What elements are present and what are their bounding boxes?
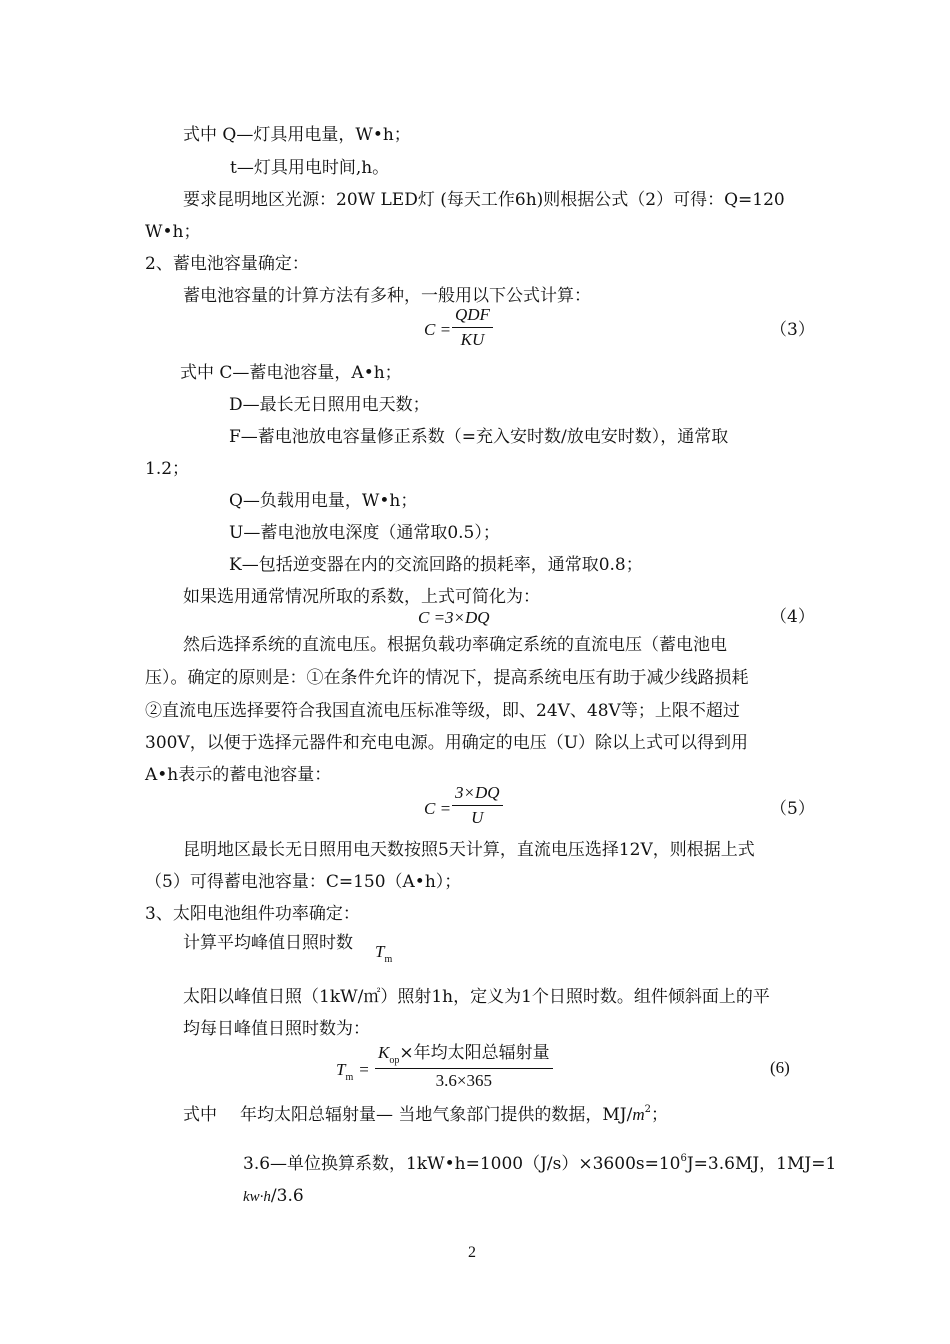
text-line [243,1184,304,1209]
text-line: F—蓄电池放电容量修正系数（=充入安时数/放电安时数），通常取 [229,427,729,447]
text-line: 太阳以峰值日照（1kW/㎡）照射1h，定义为1个日照时数。组件倾斜面上的平 [183,987,770,1007]
equation-5-fraction [452,783,503,828]
text-line: 昆明地区最长无日照用电天数按照5天计算，直流电压选择12V，则根据上式 [183,840,755,860]
equation-6-numerator [375,1043,553,1069]
text-line: 均每日峰值日照时数为： [183,1019,370,1039]
equation-6-k-subscript: op [389,1055,400,1066]
text-line: A•h表示的蓄电池容量： [145,765,332,785]
tm-symbol-t: T [375,942,385,961]
tm-symbol [375,940,392,967]
text-segment: /3.6 [270,1186,304,1206]
equation-5-lhs: C = [424,799,452,818]
equation-3-numerator: QDF [452,305,493,328]
equation-6-numerator-text: ×年均太阳总辐射量 [399,1043,550,1063]
tm-symbol-subscript: m [384,954,393,965]
text-line: 如果选用通常情况所取的系数，上式可简化为： [183,587,540,607]
text-line: 要求昆明地区光源：20W LED灯 (每天工作6h)则根据公式（2）可得：Q=120 [183,190,785,210]
text-line: Q—负载用电量，W•h； [229,491,418,511]
text-line: 年均太阳总辐射量— 当地气象部门提供的数据，$MJ/m^2$； [240,1104,669,1125]
text-line: 式中 Q—灯具用电量，W•h； [183,125,411,145]
text-line: 300V，以便于选择元器件和充电电源。用确定的电压（U）除以上式可以得到用 [145,733,749,753]
page-number: 2 [468,1244,476,1261]
exponent-6: 6 [680,1153,687,1164]
text-line: ②直流电压选择要符合我国直流电压标准等级，即、24V、48V等；上限不超过 [145,701,740,721]
equation-6-denominator: 3.6×365 [435,1071,492,1090]
text-line [243,1152,836,1179]
equation-5-numerator: 3×DQ [452,783,503,806]
equation-6-equals: = [359,1060,369,1079]
unit-exponent: 2 [644,1104,652,1115]
equation-6-lhs [336,1058,369,1085]
equation-6-fraction [375,1043,553,1091]
text-line: 然后选择系统的直流电压。根据负载功率确定系统的直流电压（蓄电池电 [183,635,727,655]
equation-5-number: （5） [770,799,815,819]
equation-3-denominator: KU [460,330,485,349]
equation-5-denominator: U [471,808,484,827]
text-line: D—最长无日照用电天数； [229,395,430,415]
text-segment: 3.6—单位换算系数，1kW•h=1000（J/s）×3600s=10 [243,1154,681,1174]
section-heading: 3、太阳电池组件功率确定： [145,904,360,924]
text-line: K—包括逆变器在内的交流回路的损耗率，通常取0.8； [229,555,643,575]
equation-4-number: （4） [770,607,815,627]
text-line: 式中 C—蓄电池容量，A•h； [180,363,402,383]
equation-4: C =3×DQ [418,608,490,627]
equation-6-k: K [378,1043,390,1062]
equation-3-fraction [452,305,493,350]
section-heading: 2、蓄电池容量确定： [145,254,309,274]
unit-kwh: kw·h [243,1189,271,1205]
text-segment: J=3.6MJ，1MJ=1 [686,1154,837,1174]
text-line: U—蓄电池放电深度（通常取0.5）； [229,523,500,543]
unit-m: m [632,1105,645,1124]
text-segment: 年均太阳总辐射量— 当地气象部门提供的数据，MJ/ [240,1105,633,1125]
text-line: 压）。确定的原则是：①在条件允许的情况下，提高系统电压有助于减少线路损耗 [145,668,749,688]
equation-6-t: T [336,1060,346,1079]
equation-3-lhs: C = [424,320,452,339]
text-line: （5）可得蓄电池容量：C=150（A•h）； [145,872,462,892]
text-line: 计算平均峰值日照时数 [183,933,353,953]
equation-6-number: (6) [770,1058,790,1077]
equation-6-t-subscript: m [345,1072,354,1083]
text-line: 蓄电池容量的计算方法有多种，一般用以下公式计算： [183,286,591,306]
equation-3-number: （3） [770,320,815,340]
text-line: 式中 [183,1105,217,1125]
text-line: W•h； [145,222,201,242]
text-line: 1.2； [145,459,190,479]
text-line: t—灯具用电时间,h。 [230,158,390,178]
